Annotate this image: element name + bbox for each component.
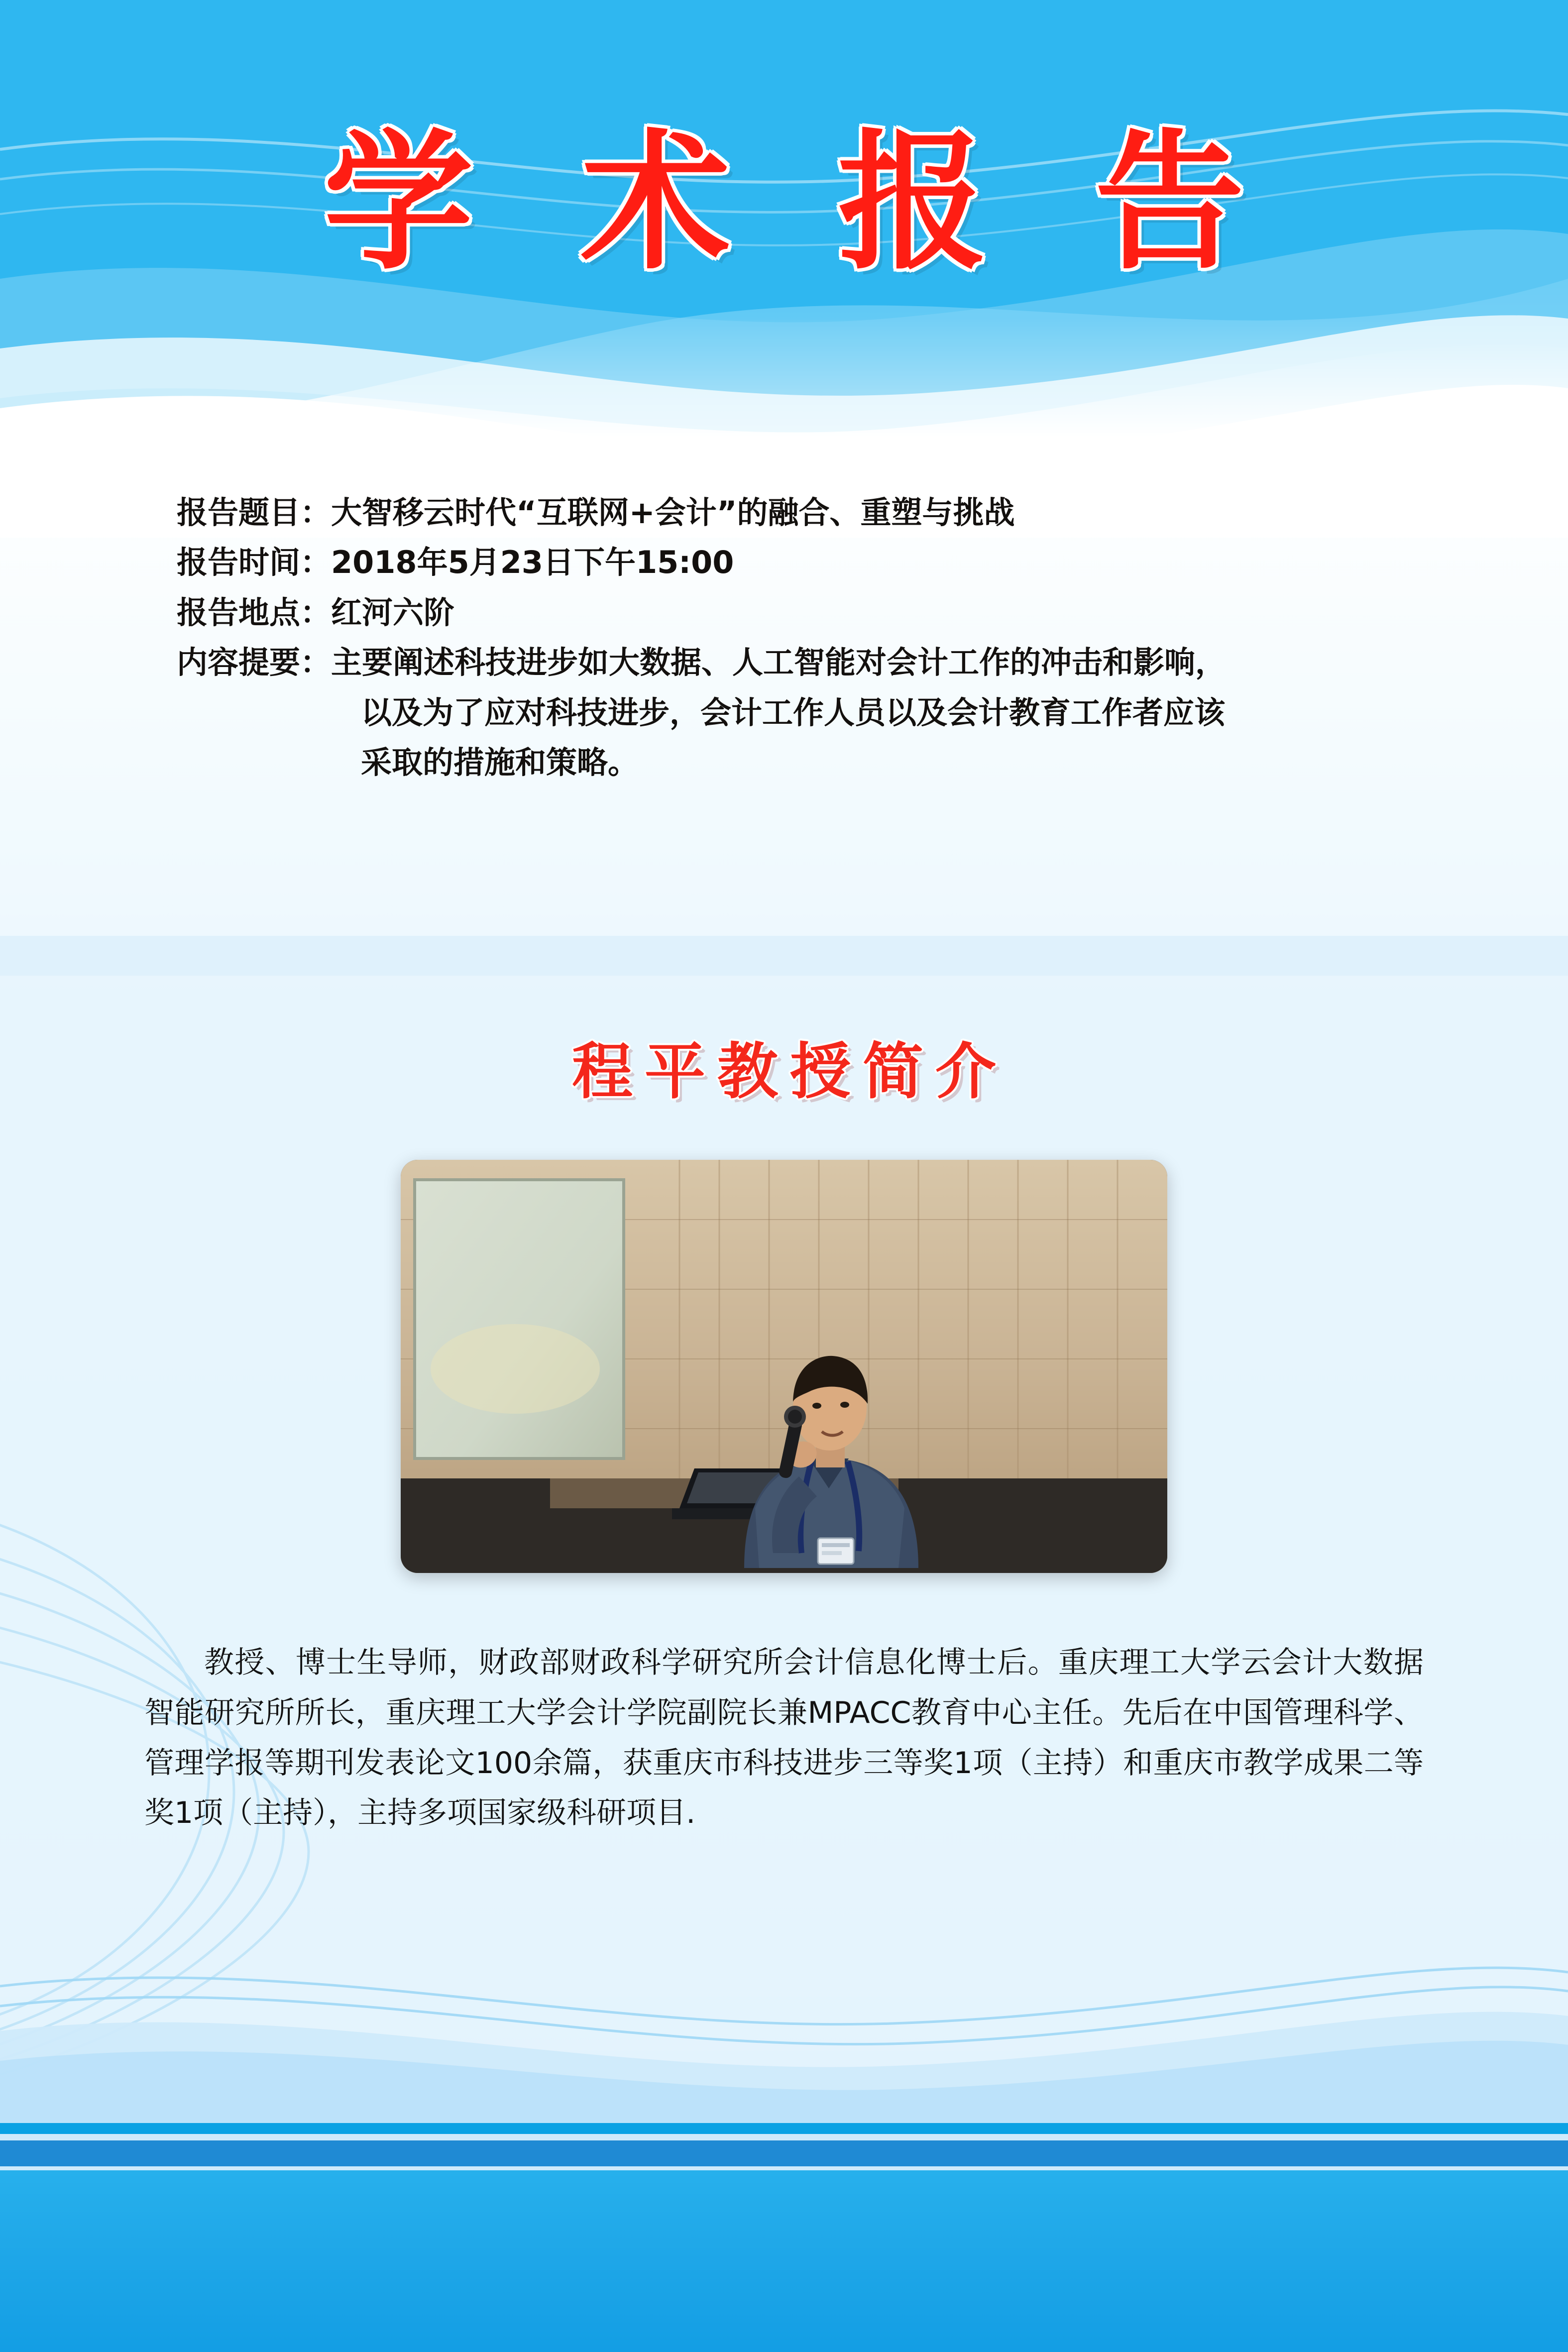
poster-title-container [0,116,1568,290]
info-label-topic: 报告题目： [177,494,332,531]
info-summary-line-2: 以及为了应对科技进步，会计工作人员以及会计教育工作者应该 [361,694,1226,731]
info-row-summary [177,638,1396,687]
speaker-photo [401,1160,1167,1573]
info-row-topic [177,488,1396,538]
footer-block [0,2170,1568,2352]
speaker-bio-text: 教授、博士生导师，财政部财政科学研究所会计信息化博士后。重庆理工大学云会计大数据智能研究所所长，重庆理工大学会计学院副院长兼MPACC教育中心主任。先后在中国管理科学、管理学报等期刊发表论文100余篇，获重庆市科技进步三等奖1项（主持）和重庆市教学成果二等奖1项（主持），主持多项国家级科研项目. [144,1645,1424,1831]
footer-accent-line [0,2123,1568,2134]
info-label-time: 报告时间： [177,544,332,581]
page-title: 学 术 报 告 [324,116,1272,290]
info-row-location [177,588,1396,638]
info-label-summary: 内容提要： [177,644,332,681]
info-value-summary: 主要阐述科技进步如大数据、人工智能对会计工作的冲击和影响， [331,644,1227,681]
section-title-speaker-bio: 程平教授简介 [572,1036,1008,1107]
info-summary-line-3: 采取的措施和策略。 [361,744,639,781]
info-value-topic: 大智移云时代“互联网+会计”的融合、重塑与挑战 [331,494,1015,531]
speaker-photo-illustration [401,1160,1167,1573]
report-info-block [177,488,1396,788]
info-value-time: 2018年5月23日下午15:00 [331,544,734,581]
footer-midbar [0,2140,1568,2166]
section-title-container [0,1023,1568,1110]
info-label-location: 报告地点： [177,594,332,631]
info-row-time [177,538,1396,587]
info-value-location: 红河六阶 [331,594,455,631]
